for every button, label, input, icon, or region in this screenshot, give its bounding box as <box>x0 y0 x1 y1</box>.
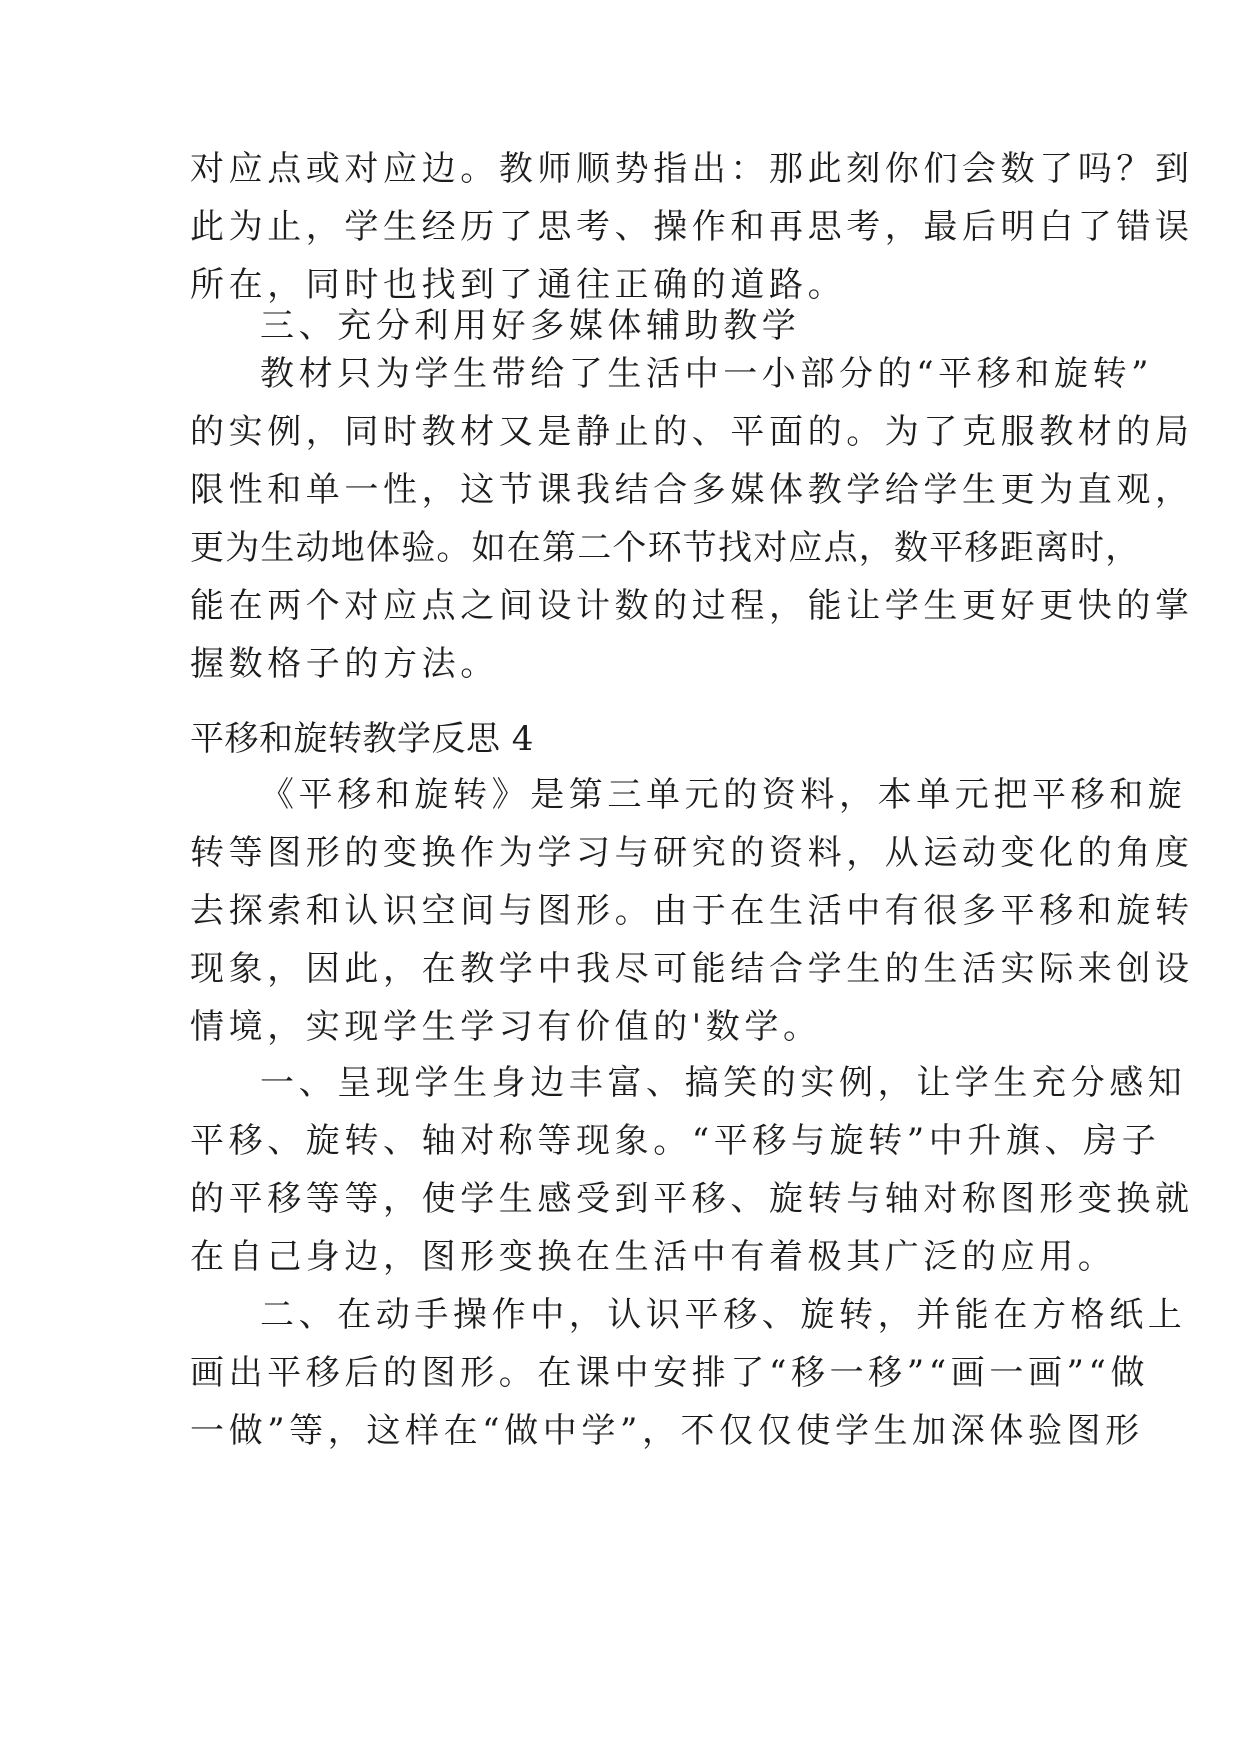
text-line: 的实例，同时教材又是静止的、平面的。为了克服教材的局 <box>190 412 1194 452</box>
text-line: 转等图形的变换作为学习与研究的资料，从运动变化的角度 <box>190 833 1194 873</box>
heading-text: 三、充分利用好多媒体辅助教学 <box>260 306 801 346</box>
article-title <box>190 710 1050 768</box>
text-line: 二、在动手操作中，认识平移、旋转，并能在方格纸上 <box>260 1295 1187 1335</box>
text-line: 在自己身边，图形变换在生活中有着极其广泛的应用。 <box>190 1237 1117 1277</box>
title-text: 平移和旋转教学反思 4 <box>190 719 534 759</box>
text-line: 一、呈现学生身边丰富、搞笑的实例，让学生充分感知 <box>260 1063 1187 1103</box>
text-line: 限性和单一性，这节课我结合多媒体教学给学生更为直观， <box>190 470 1194 510</box>
text-line: 画出平移后的图形。在课中安排了“移一移”“画一画”“做 <box>190 1353 1150 1393</box>
paragraph-point-2 <box>190 1286 1187 1460</box>
text-line: 握数格子的方法。 <box>190 644 499 684</box>
text-line: 的平移等等，使学生感受到平移、旋转与轴对称图形变换就 <box>190 1179 1194 1219</box>
text-line: 平移、旋转、轴对称等现象。“平移与旋转”中升旗、房子 <box>190 1121 1161 1161</box>
text-line: 《平移和旋转》是第三单元的资料，本单元把平移和旋 <box>260 775 1187 815</box>
text-line: 对应点或对应边。教师顺势指出：那此刻你们会数了吗？到 <box>190 149 1194 189</box>
text-line: 去探索和认识空间与图形。由于在生活中有很多平移和旋转 <box>190 891 1194 931</box>
text-line: 更为生动地体验。如在第二个环节找对应点，数平移距离时， <box>190 528 1141 568</box>
paragraph-intro <box>190 766 1194 1056</box>
text-line: 一做”等，这样在“做中学”，不仅仅使学生加深体验图形 <box>190 1411 1144 1451</box>
text-line: 情境，实现学生学习有价值的'数学。 <box>190 1007 822 1047</box>
text-line: 现象，因此，在教学中我尽可能结合学生的生活实际来创设 <box>190 949 1194 989</box>
paragraph-point-1 <box>190 1054 1194 1286</box>
paragraph-continuation <box>190 140 1194 314</box>
paragraph-multimedia <box>190 345 1194 693</box>
text-line: 此为止，学生经历了思考、操作和再思考，最后明白了错误 <box>190 207 1194 247</box>
text-line: 所在，同时也找到了通往正确的道路。 <box>190 265 847 305</box>
text-line: 能在两个对应点之间设计数的过程，能让学生更好更快的掌 <box>190 586 1194 626</box>
text-line: 教材只为学生带给了生活中一小部分的“平移和旋转” <box>260 354 1154 394</box>
